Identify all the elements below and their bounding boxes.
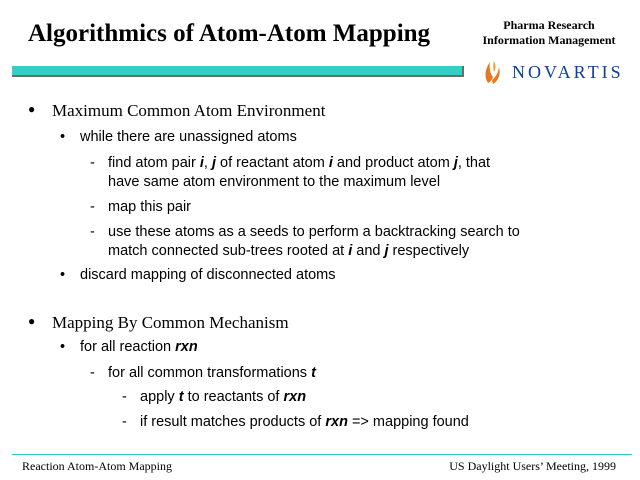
section-heading: ● Mapping By Common Mechanism [28, 313, 289, 332]
footer-right-text: US Daylight Users’ Meeting, 1999 [449, 459, 616, 473]
footer-left-text: Reaction Atom-Atom Mapping [22, 459, 172, 473]
footer-divider [12, 454, 632, 455]
dash-bullet-icon: - [90, 224, 95, 240]
dash-bullet-icon: - [90, 155, 95, 171]
dash-bullet-icon: - [90, 199, 95, 215]
list-item: - if result matches products of rxn => mapping found [122, 414, 469, 430]
bullet-dot-icon: ● [28, 314, 36, 328]
bullet-dot-icon: ● [28, 102, 36, 116]
list-item [90, 154, 491, 192]
bullet-dot-icon: • [60, 267, 66, 283]
logo-wordmark: NOVARTIS [512, 61, 624, 82]
dash-bullet-icon: - [90, 365, 95, 381]
list-item: • while there are unassigned atoms [60, 129, 297, 145]
bullet-dot-icon: • [60, 339, 66, 355]
list-item [90, 223, 520, 261]
list-item: - for all common transformations t [90, 365, 316, 381]
item-line: have same atom environment to the maximum level [108, 174, 441, 190]
list-item: • discard mapping of disconnected atoms [60, 267, 336, 283]
item-line: use these atoms as a seeds to perform a backtracking search to [108, 224, 520, 240]
slide-title: Algorithmics of Atom-Atom Mapping [28, 20, 431, 47]
item-line: match connected sub-trees rooted at i and j respectively [108, 243, 470, 259]
list-item: - apply t to reactants of rxn [122, 389, 307, 405]
org-line-1: Pharma Research [503, 18, 595, 32]
dash-bullet-icon: - [122, 414, 127, 430]
list-item: - map this pair [90, 199, 192, 215]
dash-bullet-icon: - [122, 389, 127, 405]
org-line-2: Information Management [482, 33, 616, 47]
bullet-dot-icon: • [60, 129, 66, 145]
item-line: find atom pair i, j of reactant atom i and product atom j, that [108, 155, 491, 171]
section-heading: ● Maximum Common Atom Environment [28, 101, 326, 120]
list-item: • for all reaction rxn [60, 339, 198, 355]
